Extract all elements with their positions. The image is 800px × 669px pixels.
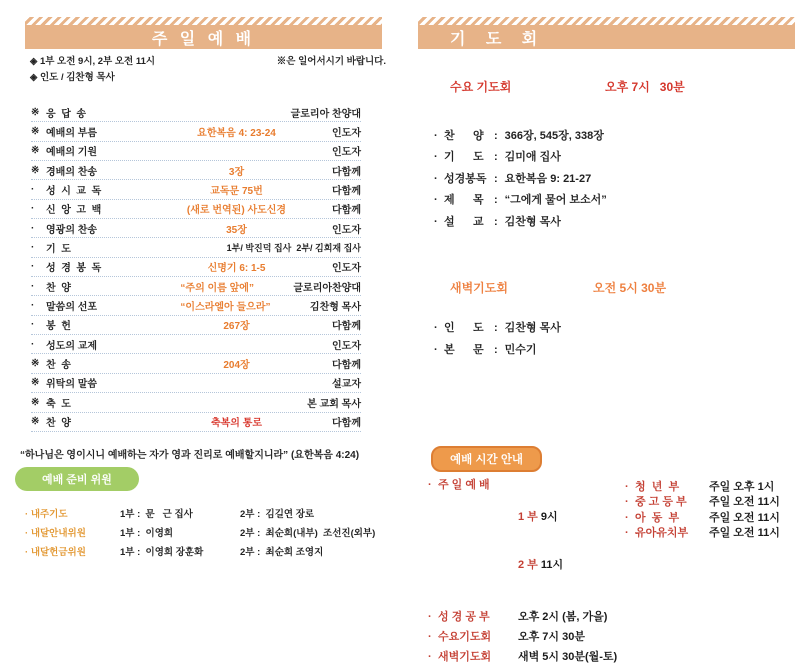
bullet-icon: ·: [428, 651, 432, 663]
prayer-detail-row: [434, 190, 607, 211]
detail-value: 김찬형 목사: [504, 322, 561, 334]
row-title: 기 도: [46, 244, 71, 256]
worship-order-row: [31, 258, 361, 277]
row-title: 응 답 송: [46, 108, 87, 120]
service-leader: ◈ 인도 / 김찬형 목사: [30, 72, 115, 83]
schedule-row: [625, 526, 780, 541]
row-title: 경배의 찬송: [46, 166, 98, 178]
schedule-weekday-rows: [428, 609, 617, 665]
worship-order-row: [31, 142, 361, 161]
row-marker: ※: [31, 377, 40, 389]
colon-separator: :: [494, 215, 498, 228]
row-leader: 인도자: [332, 340, 361, 352]
committee-role-label: 내주기도: [30, 508, 68, 520]
committee-row: [25, 503, 398, 522]
row-marker: ·: [31, 222, 35, 234]
row-title: 성도의 교제: [46, 340, 98, 352]
schedule-row: [428, 649, 617, 665]
row-detail: 204장: [223, 360, 250, 372]
colon-separator: :: [494, 151, 498, 164]
committee-badge: 예배 준비 위원: [15, 467, 139, 491]
row-leader: 다함께: [332, 321, 361, 333]
bullet-icon: ·: [434, 130, 438, 142]
worship-order-table: [31, 103, 361, 432]
committee-part1: 1부 : 이영희: [120, 527, 174, 539]
sunday-times: [518, 477, 563, 605]
row-leader: 인도자: [332, 147, 361, 159]
schedule-time: 주일 오후 1시: [709, 481, 775, 493]
row-marker: ※: [31, 164, 40, 176]
committee-part1: 1부 : 문 근 집사: [120, 508, 193, 520]
schedule-label: 성 경 공 부: [438, 611, 490, 623]
row-detail: “이스라엘아 들으라”: [180, 302, 271, 314]
schedule-row: [625, 495, 780, 510]
worship-order-row: [31, 180, 361, 199]
committee-role: [25, 506, 120, 520]
banner-stripe-decoration: [25, 17, 382, 25]
worship-order-row: [31, 103, 361, 122]
row-title: 신 앙 고 백: [46, 205, 102, 217]
scripture-quote: “하나님은 영이시니 예배하는 자가 영과 진리로 예배할지니라” (요한복음 4:24): [20, 450, 360, 461]
committee-role-label: 내달안내위원: [30, 527, 86, 539]
schedule-time: 주일 오전 11시: [709, 527, 780, 540]
row-leader: 다함께: [332, 360, 361, 372]
row-marker: ·: [31, 300, 35, 312]
colon-separator: :: [494, 172, 498, 185]
schedule-row: [625, 511, 780, 526]
schedule-time: 주일 오전 11시: [709, 511, 780, 524]
row-leader: 다함께: [332, 418, 361, 430]
row-title: 찬 송: [46, 360, 71, 372]
detail-label: 설 교: [444, 215, 484, 228]
sunday-worship-banner: [25, 17, 382, 49]
schedule-left-column: [428, 477, 617, 669]
row-detail: 요한복음 4: 23-24: [197, 128, 276, 140]
schedule-time: 오후 7시 30분: [518, 631, 585, 643]
bullet-icon: ·: [25, 508, 29, 520]
row-detail: (새로 번역된) 사도신경: [186, 205, 287, 217]
row-leader: 김찬형 목사: [309, 302, 361, 314]
schedule-row: [428, 609, 617, 625]
schedule-label: 청 년 부: [635, 481, 680, 493]
schedule-label: 유아유치부: [635, 527, 689, 540]
row-detail: 3장: [228, 166, 245, 178]
detail-value: “그에게 물어 보소서”: [504, 194, 607, 207]
row-title: 찬 양: [46, 282, 71, 294]
row-detail: “주의 이름 앞에”: [180, 282, 254, 294]
worship-order-row: [31, 335, 361, 354]
prayer-detail-row: [434, 169, 607, 190]
schedule-badge: 예배 시간 안내: [431, 446, 542, 472]
detail-value: 민수기: [504, 343, 537, 356]
row-leader: 본 교회 목사: [307, 398, 361, 410]
bullet-icon: ·: [625, 496, 629, 509]
row-leader: 인도자: [332, 224, 361, 236]
row-detail: 35장: [226, 224, 247, 236]
colon-separator: :: [494, 194, 498, 207]
row-title: 말씀의 선포: [46, 302, 98, 314]
colon-separator: :: [494, 130, 498, 142]
prayer-detail-row: [434, 340, 561, 362]
bullet-icon: ·: [434, 151, 438, 164]
worship-order-row: [31, 374, 361, 393]
schedule-row-sunday: [428, 477, 617, 605]
row-title: 예배의 부름: [46, 128, 98, 140]
prayer-meeting-title: 기 도 회: [418, 25, 795, 49]
prayer-detail-row: [434, 126, 607, 147]
detail-label: 본 문: [444, 343, 484, 356]
row-marker: ·: [31, 280, 35, 292]
standing-note: ※은 일어서시기 바랍니다.: [276, 56, 386, 67]
sunday-worship-page: [0, 0, 400, 566]
worship-order-row: [31, 393, 361, 412]
worship-order-row: [31, 122, 361, 141]
schedule-label: 아 동 부: [635, 511, 680, 524]
bullet-icon: ·: [625, 511, 629, 524]
detail-value: 요한복음 9: 21-27: [504, 172, 592, 185]
row-leader: 다함께: [332, 166, 361, 178]
committee-row: [25, 522, 398, 541]
part-label: 2 부: [518, 559, 538, 571]
bullet-icon: ·: [434, 322, 438, 334]
sunday-worship-title: 주 일 예 배: [25, 25, 382, 49]
schedule-label: 수요기도회: [438, 631, 492, 643]
row-marker: ·: [31, 242, 35, 254]
worship-order-row: [31, 200, 361, 219]
row-marker: ※: [31, 106, 40, 118]
row-title: 위탁의 말씀: [46, 379, 98, 391]
committee-part2: 2부 : 최순희 조영지: [240, 546, 324, 558]
row-leader: 인도자: [332, 128, 361, 140]
service-times: ◈ 1부 오전 9시, 2부 오전 11시: [30, 56, 156, 67]
schedule-right-column: [625, 480, 780, 542]
worship-order-row: [31, 277, 361, 296]
row-detail: 교독문 75번: [210, 186, 263, 198]
row-detail: 신명기 6: 1-5: [207, 263, 266, 275]
part-time-value: 9시: [540, 511, 558, 523]
bullet-icon: ·: [434, 215, 438, 228]
row-marker: ·: [31, 184, 35, 196]
row-title: 찬 양: [46, 418, 71, 430]
bullet-icon: ·: [428, 479, 432, 491]
detail-value: 김미애 집사: [504, 151, 561, 164]
row-leader: 설교자: [332, 379, 361, 391]
row-title: 성 시 교 독: [46, 186, 102, 198]
bullet-icon: ·: [428, 631, 432, 643]
row-leader: 글로리아찬양대: [293, 282, 361, 294]
part-label: 1 부: [518, 511, 538, 523]
committee-role: [25, 525, 120, 539]
worship-order-row: [31, 296, 361, 315]
row-leader: 인도자: [332, 263, 361, 275]
row-title: 봉 헌: [46, 321, 71, 333]
row-leader: 다함께: [332, 186, 361, 198]
detail-value: 김찬형 목사: [504, 215, 561, 228]
schedule-time: 주일 오전 11시: [709, 496, 780, 509]
row-marker: ·: [31, 261, 35, 273]
row-title: 예배의 기원: [46, 147, 98, 159]
worship-order-row: [31, 354, 361, 373]
detail-label: 찬 양: [444, 130, 484, 142]
row-detail: 267장: [223, 321, 250, 333]
worship-order-row: [31, 161, 361, 180]
worship-order-row: [31, 219, 361, 238]
row-title: 영광의 찬송: [46, 224, 98, 236]
row-marker: ※: [31, 145, 40, 157]
schedule-row: [625, 480, 780, 495]
colon-separator: :: [494, 343, 498, 356]
part-time-value: 11시: [540, 559, 564, 571]
wednesday-prayer-time: 오후 7시 30분: [605, 80, 685, 94]
committee-row: [25, 541, 398, 560]
banner-stripe-decoration: [418, 17, 795, 25]
committee-part2: 2부 : 최순희(내부) 조선진(외부): [240, 527, 376, 539]
row-marker: ※: [31, 396, 40, 408]
detail-label: 인 도: [444, 322, 484, 334]
prayer-meeting-page: [400, 0, 800, 663]
schedule-label: 중 고 등 부: [635, 496, 687, 509]
schedule-time: 새벽 5시 30분(월-토): [518, 651, 618, 663]
row-title: 축 도: [46, 398, 71, 410]
row-marker: ·: [31, 203, 35, 215]
dawn-prayer-time: 오전 5시 30분: [593, 281, 667, 295]
prayer-detail-row: [434, 212, 607, 233]
schedule-label: 주 일 예 배: [438, 479, 490, 491]
detail-label: 성경봉독: [444, 172, 487, 185]
bullet-icon: ·: [434, 194, 438, 207]
bullet-icon: ·: [434, 343, 438, 356]
dawn-prayer-list: [434, 318, 561, 361]
wednesday-prayer-heading: 수요 기도회: [450, 80, 512, 94]
worship-order-row: [31, 316, 361, 335]
schedule-time: 오후 2시 (봄, 가을): [518, 611, 608, 623]
row-marker: ※: [31, 416, 40, 428]
prayer-meeting-banner: [418, 17, 795, 49]
colon-separator: :: [494, 322, 498, 334]
row-detail: 축복의 통로: [210, 418, 263, 430]
worship-order-row: [31, 413, 361, 432]
committee-table: [25, 503, 398, 560]
sunday-part1: [518, 509, 563, 525]
bullet-icon: ·: [25, 546, 29, 558]
row-leader: 1부/ 박진덕 집사 2부/ 김희재 집사: [226, 243, 361, 254]
worship-order-row: [31, 238, 361, 257]
row-leader: 글로리아 찬양대: [290, 108, 361, 120]
committee-part1: 1부 : 이영희 장훈화: [120, 546, 204, 558]
schedule-row: [428, 629, 617, 645]
bullet-icon: ·: [428, 611, 432, 623]
row-leader: 다함께: [332, 205, 361, 217]
dawn-prayer-heading: 새벽기도회: [450, 281, 508, 295]
row-marker: ·: [31, 338, 35, 350]
prayer-detail-row: [434, 147, 607, 168]
bullet-icon: ·: [625, 527, 629, 540]
row-marker: ※: [31, 126, 40, 138]
bullet-icon: ·: [434, 172, 438, 185]
row-marker: ·: [31, 319, 35, 331]
sunday-part2: [518, 557, 563, 573]
bullet-icon: ·: [625, 481, 629, 493]
detail-value: 366장, 545장, 338장: [504, 130, 604, 142]
detail-label: 기 도: [444, 151, 484, 164]
committee-part2: 2부 : 김길연 장로: [240, 508, 315, 520]
row-title: 성 경 봉 독: [46, 263, 102, 275]
detail-label: 제 목: [444, 194, 484, 207]
committee-role-label: 내달헌금위원: [30, 546, 86, 558]
service-info-row: [30, 53, 386, 67]
schedule-label: 새벽기도회: [438, 651, 492, 663]
prayer-detail-row: [434, 318, 561, 340]
wednesday-prayer-list: [434, 126, 607, 233]
row-marker: ※: [31, 358, 40, 370]
committee-role: [25, 544, 120, 558]
bullet-icon: ·: [25, 527, 29, 539]
